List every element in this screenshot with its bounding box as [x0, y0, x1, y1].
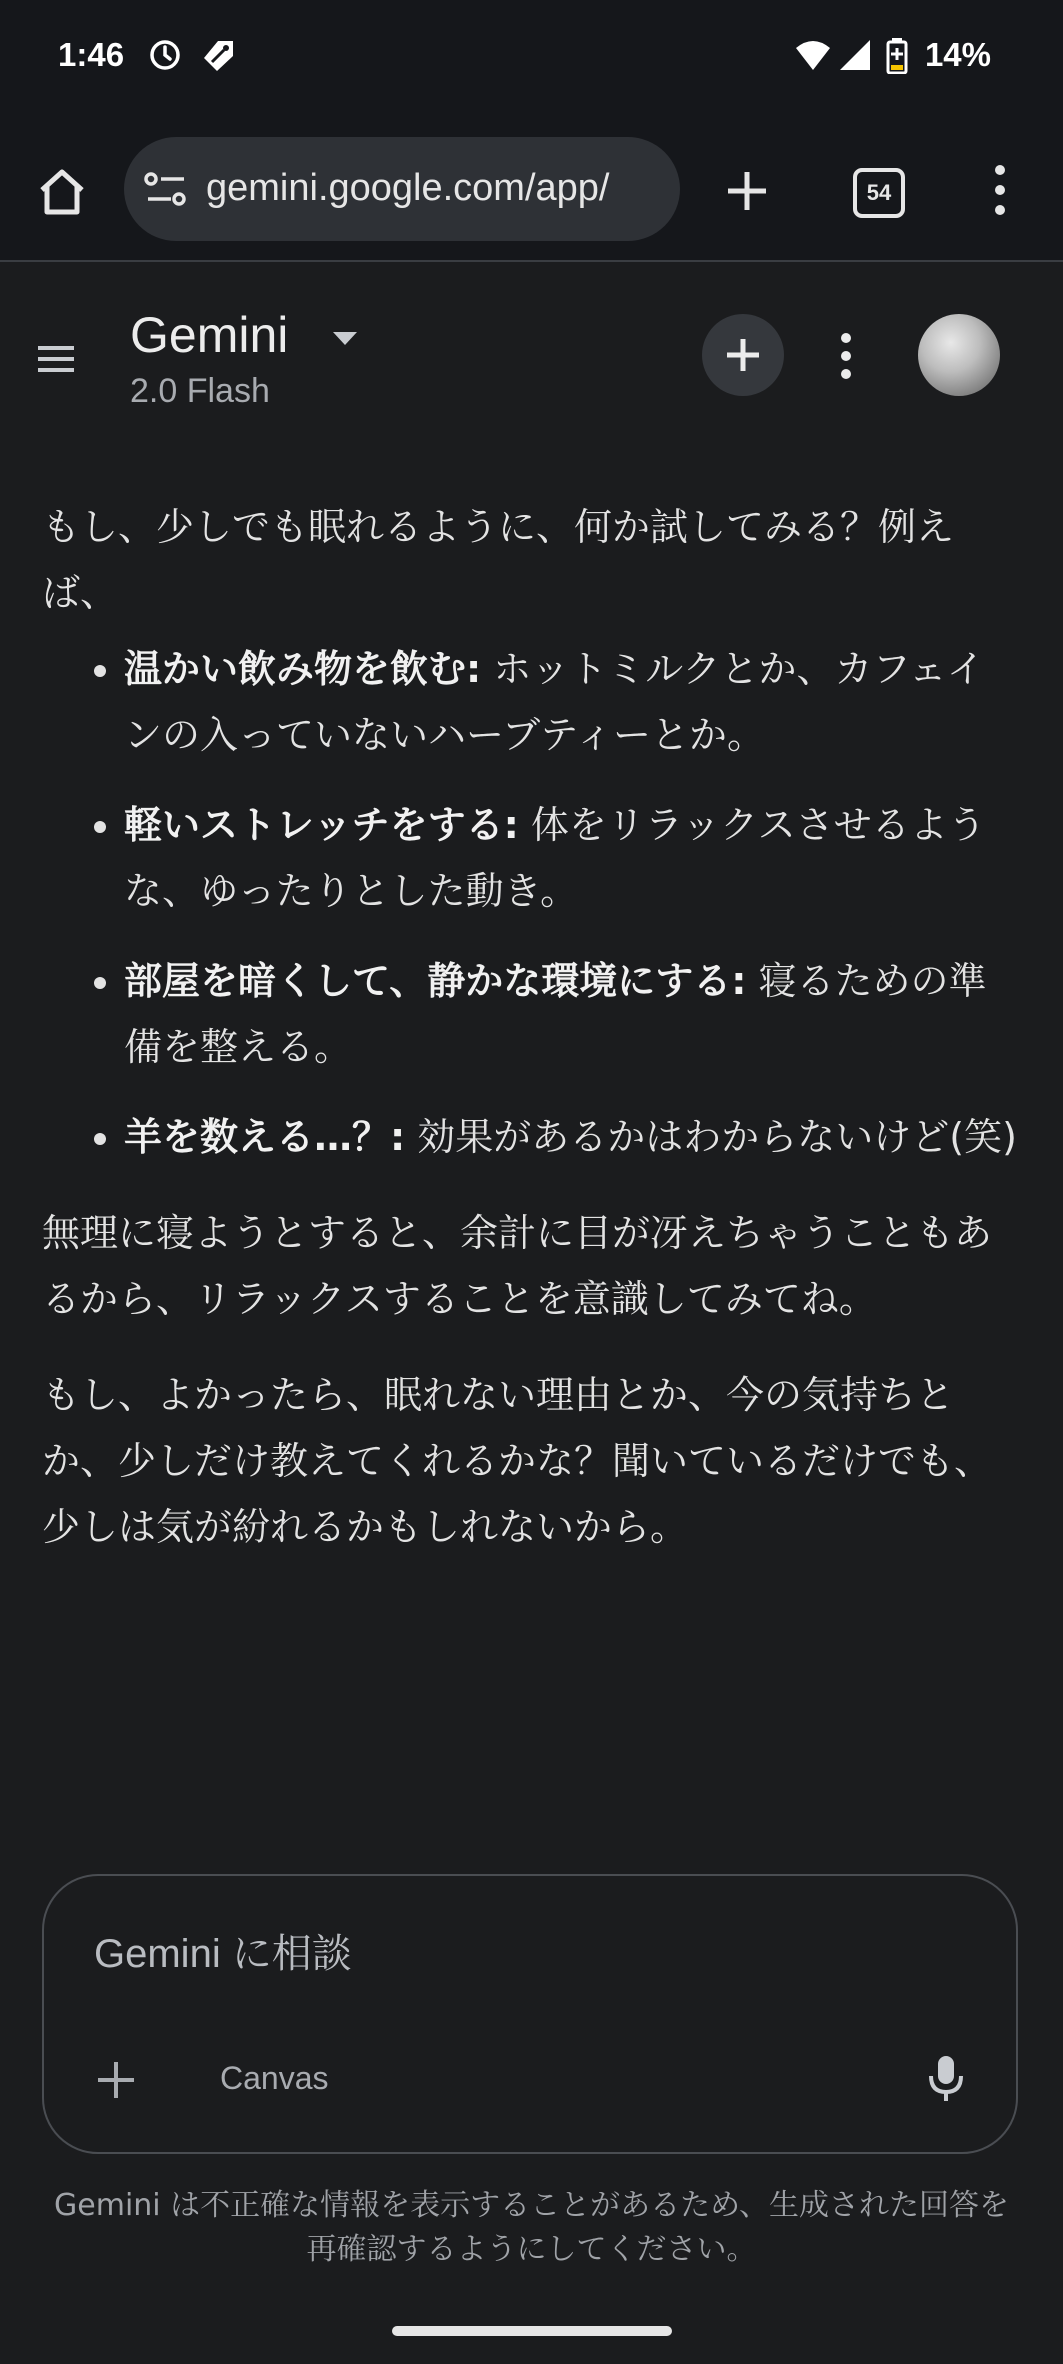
home-icon — [36, 166, 88, 218]
hamburger-icon — [34, 342, 78, 376]
site-settings-icon[interactable] — [144, 171, 188, 207]
response-intro: もし、少しでも眠れるように、何か試してみる？例えば、 — [42, 505, 955, 615]
list-item: • 温かい飲み物を飲む: ホットミルクとか、カフェインの入っていないハーブティーとか。 — [124, 636, 1022, 768]
prompt-composer — [42, 1874, 1018, 2154]
model-dropdown-icon[interactable] — [330, 328, 360, 348]
menu-button[interactable] — [34, 342, 78, 376]
tag-icon — [202, 38, 236, 72]
list-item: • 部屋を暗くして、静かな環境にする: 寝るための準備を整える。 — [124, 948, 1022, 1080]
status-time: 1:46 — [58, 36, 125, 73]
battery-percent: 14% — [924, 36, 991, 73]
add-attachment-button[interactable] — [92, 2056, 140, 2104]
browser-menu-button[interactable] — [980, 156, 1020, 226]
browser-toolbar — [0, 120, 1063, 262]
more-vert-icon — [826, 326, 866, 386]
app-header — [0, 262, 1063, 432]
more-vert-icon — [980, 156, 1020, 226]
prompt-input[interactable]: Gemini に相談 — [94, 1932, 352, 1976]
app-menu-button[interactable] — [826, 326, 866, 386]
app-title[interactable]: Gemini — [130, 307, 289, 363]
wifi-icon — [794, 38, 832, 72]
canvas-button[interactable]: Canvas — [220, 2060, 329, 2096]
list-item: • 羊を数える…？: 効果があるかはわからないけど(笑) — [124, 1104, 1022, 1170]
microphone-button[interactable] — [924, 2054, 968, 2104]
disclaimer-text: Gemini は不正確な情報を表示することがあるため、生成された回答を再確認するようにしてください。 — [54, 2188, 1009, 2267]
response-paragraph: 無理に寝ようとすると、余計に目が冴えちゃうこともあるから、リラックスすることを意識してみてね。 — [42, 1211, 993, 1321]
home-button[interactable] — [30, 160, 94, 224]
new-tab-button[interactable] — [714, 158, 780, 224]
battery-icon — [886, 38, 908, 72]
new-chat-button[interactable] — [702, 314, 784, 396]
plus-icon — [92, 2056, 140, 2104]
model-name[interactable]: 2.0 Flash — [130, 372, 270, 410]
url-bar[interactable] — [124, 137, 680, 241]
response-paragraph: もし、よかったら、眠れない理由とか、今の気持ちとか、少しだけ教えてくれるかな？聞いているだけでも、少しは気が紛れるかもしれないから。 — [42, 1373, 993, 1549]
alarm-icon — [148, 38, 182, 72]
home-indicator[interactable] — [392, 2326, 672, 2336]
url-text: gemini.google.com/app/ — [206, 167, 610, 209]
suggestion-list — [42, 636, 1022, 1170]
list-item: • 軽いストレッチをする: 体をリラックスさせるような、ゆったりとした動き。 — [124, 792, 1022, 924]
tab-switcher-button[interactable]: 54 — [853, 168, 905, 218]
plus-icon — [721, 333, 765, 377]
avatar[interactable] — [918, 314, 1000, 396]
signal-icon — [838, 38, 872, 72]
status-bar — [0, 0, 1063, 120]
response-message — [42, 494, 1022, 1560]
mic-icon — [924, 2054, 968, 2104]
plus-icon — [714, 158, 780, 224]
